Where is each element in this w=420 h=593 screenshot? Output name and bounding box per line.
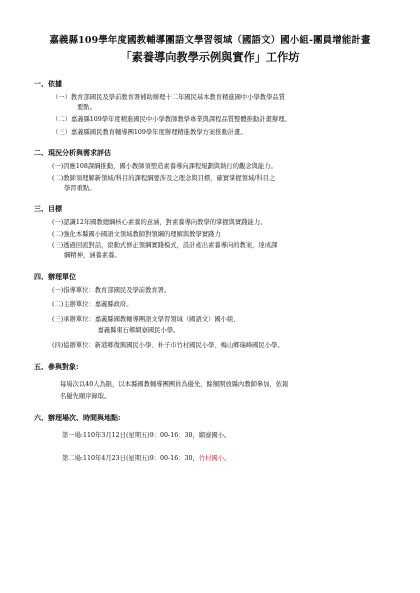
list-item: (四)協辦單位：新港鄉復興國民小學、朴子市竹村國民小學、梅山鄉瑞峰國民小學。: [52, 341, 284, 349]
list-item-continuation: 學習重點。: [64, 184, 96, 192]
list-item: (一)認識12年國教總綱核心素養的意涵，對素養導向教學的掌握與實踐能力。: [52, 219, 267, 227]
section-heading-organizers: 四、辦理單位: [34, 271, 76, 281]
list-item: (三)承辦單位：嘉義縣國教輔導團語文學習領域（國語文）國小組、: [52, 315, 240, 323]
section-participants-text: 每場次以40人為限，以本縣國教輔導團團員為優先，餘額開放縣內教師參加，依報 名優先順序錄取。: [60, 380, 289, 401]
section-goals-list: [52, 218, 390, 260]
list-item: （三）嘉義縣國民教育輔導團109學年度辦理精進教學方案推動計畫。: [52, 128, 247, 136]
document-subtitle: 「素養導向教學示例與實作」工作坊: [120, 50, 300, 64]
section-heading-goals: 三、目標: [34, 204, 62, 214]
session-second-venue: 竹村國小。: [198, 455, 231, 463]
section-schedule-list: [62, 431, 390, 464]
section-basis-list: [52, 93, 390, 137]
list-item: (二)教師須理解新領域/科目的課程綱要涉及之理念與目標，確實掌握領域/科目之: [52, 174, 276, 182]
list-item: (一)因應108課綱推動，國小教師須塑造素養導向課程規劃與執行的觀念與能力。: [52, 163, 277, 171]
session-second: 第二場:110年4月23日(星期五)9：00-16：30，竹村國小。: [62, 455, 231, 463]
list-item: (二)主辦單位：嘉義縣政府。: [52, 301, 133, 309]
section-heading-participants: 五、參與對象:: [34, 361, 79, 371]
document-title: 嘉義縣109學年度國教輔導團語文學習領域（國語文）國小組-團員增能計畫: [49, 35, 371, 46]
session-first: 第一場:110年3月12日(星期五)9：00-16：30，網寮國小。: [62, 431, 231, 439]
section-heading-analysis: 二、現況分析與需求評估: [34, 148, 111, 158]
list-item-continuation: 要點。: [77, 103, 96, 111]
section-analysis-list: [52, 162, 390, 193]
section-heading-basis: 一、依據: [34, 79, 62, 88]
list-item: （二）嘉義縣109學年度精進國民中小學教師教學專業與課程品質整體推動計畫辦理。: [52, 116, 291, 124]
list-item: (二)強化本縣國小國語文領域教師對領綱的理解與教學實踐力: [52, 230, 221, 238]
list-item: (三)透過回流對話，滾動式修正領綱實踐模式，設計產出素養導向的教案，達成課: [52, 242, 278, 250]
section-heading-schedule: 六、辦理場次、時間與地點:: [34, 412, 121, 422]
section-organizers-list: [52, 286, 390, 351]
list-item: (一)指導單位：教育部國民及學前教育署。: [52, 286, 171, 294]
list-item-continuation: 綱精神，涵養素養。: [64, 251, 121, 259]
list-item: （一）教育部國民及學前教育署補助辦理十二年國民基本教育精進國中小學教學品質: [52, 94, 285, 101]
list-item-continuation: 嘉義縣東石鄉網寮國民小學。: [66, 327, 180, 335]
